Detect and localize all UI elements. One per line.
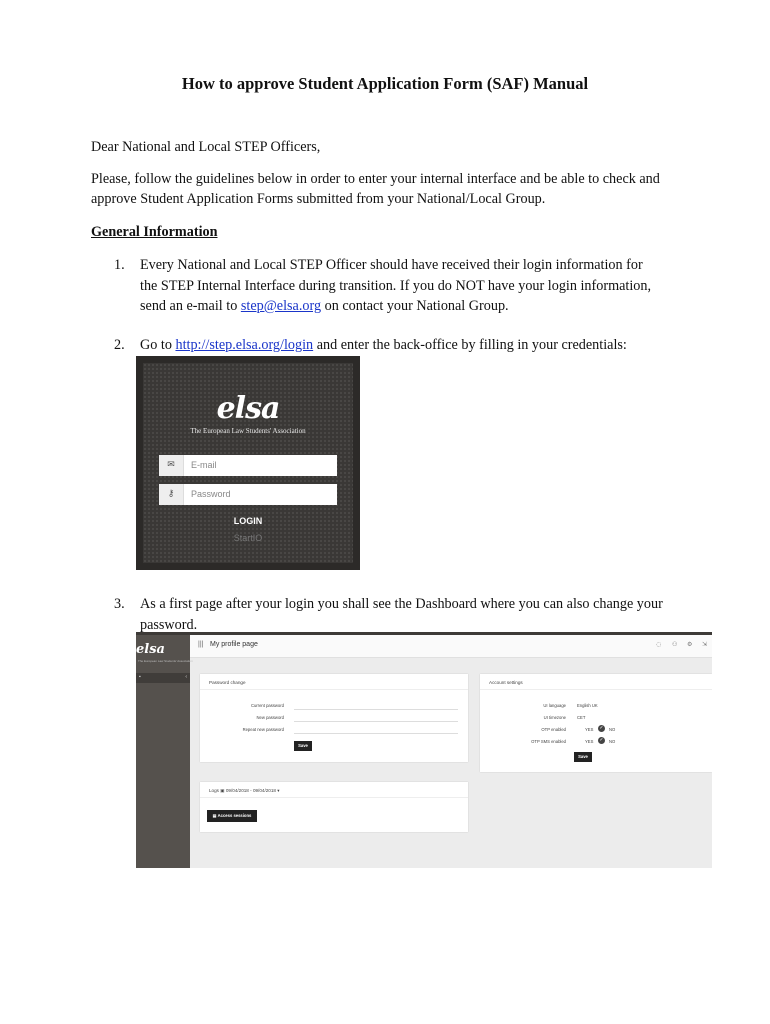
document-icon: ▤ bbox=[212, 813, 217, 818]
ui-language-select[interactable]: English UK bbox=[577, 703, 598, 708]
new-password-input[interactable] bbox=[294, 713, 458, 722]
settings-icon[interactable]: ⚙ bbox=[687, 641, 693, 648]
list-line: As a first page after your login you shall see the Dashboard where you can also change your bbox=[140, 596, 663, 612]
logout-icon[interactable]: ⇲ bbox=[702, 641, 708, 648]
password-field[interactable] bbox=[159, 484, 337, 505]
hamburger-icon[interactable]: ||| bbox=[198, 641, 204, 648]
logs-title: Logs bbox=[209, 788, 219, 793]
text-fragment: and enter the back-office by filling in your credentials: bbox=[313, 337, 627, 353]
otp-no-label: NO bbox=[609, 727, 616, 732]
login-url-link[interactable]: http://step.elsa.org/login bbox=[175, 337, 314, 353]
access-sessions-button[interactable] bbox=[207, 810, 257, 822]
otp-enabled-label: OTP enabled bbox=[541, 727, 566, 732]
dashboard-screenshot bbox=[136, 632, 712, 868]
login-button[interactable]: LOGIN bbox=[233, 516, 263, 526]
list-line bbox=[140, 296, 685, 317]
ui-language-label: UI language bbox=[543, 703, 566, 708]
text-fragment: on contact your National Group. bbox=[321, 298, 509, 314]
otp-sms-no-label: NO bbox=[609, 739, 616, 744]
otp-sms-toggle-check-icon[interactable]: ✓ bbox=[599, 737, 604, 743]
intro-line-2: approve Student Application Forms submitted from your National/Local Group. bbox=[91, 191, 546, 207]
email-placeholder: E-mail bbox=[191, 460, 217, 470]
chevron-left-icon: ‹ bbox=[185, 674, 187, 680]
otp-toggle-check-icon[interactable]: ✓ bbox=[599, 725, 604, 731]
list-text bbox=[140, 594, 685, 635]
user-icon[interactable]: ⚇ bbox=[672, 641, 678, 648]
calendar-icon: ▣ bbox=[220, 788, 225, 793]
intro-line-1: Please, follow the guidelines below in order to enter your internal interface and be able to check and bbox=[91, 171, 660, 187]
envelope-icon: ✉ bbox=[159, 455, 184, 476]
email-field[interactable] bbox=[159, 455, 337, 476]
sidebar bbox=[136, 635, 193, 868]
list-item bbox=[114, 255, 684, 317]
otp-sms-label: OTP SMS enabled bbox=[531, 739, 566, 744]
list-text bbox=[140, 255, 685, 317]
page-title: My profile page bbox=[210, 641, 258, 648]
sidebar-item-marker: ▪ bbox=[139, 674, 141, 680]
current-password-label: Current password bbox=[250, 703, 284, 708]
access-sessions-label: Access sessions bbox=[217, 813, 252, 818]
list-line: the STEP Internal Interface during transition. If you do NOT have your login information, bbox=[140, 277, 652, 294]
repeat-password-label: Repeat new password bbox=[242, 727, 284, 732]
sidebar-logo: elsa bbox=[136, 642, 165, 657]
account-settings-card bbox=[480, 674, 712, 772]
password-placeholder: Password bbox=[191, 489, 231, 499]
list-line: password. bbox=[140, 616, 198, 633]
save-password-button[interactable]: Save bbox=[294, 741, 312, 751]
card-title: Password change bbox=[209, 680, 246, 685]
greeting: Dear National and Local STEP Officers, bbox=[91, 139, 321, 155]
text-fragment: send an e-mail to bbox=[140, 298, 241, 314]
list-item bbox=[114, 594, 684, 636]
header-bar bbox=[190, 635, 712, 658]
logs-date-range[interactable]: 09/04/2018 - 09/04/2018 bbox=[225, 788, 276, 793]
list-number: 2. bbox=[114, 337, 125, 353]
list-number: 3. bbox=[114, 596, 125, 612]
save-settings-button[interactable]: Save bbox=[574, 752, 592, 762]
list-number: 1. bbox=[114, 257, 125, 273]
list-text bbox=[140, 335, 685, 356]
list-item bbox=[114, 335, 684, 356]
key-icon: ⚷ bbox=[159, 484, 184, 505]
sidebar-logo-tagline: The European Law Students' Association bbox=[138, 659, 193, 663]
login-subtext: StartIO bbox=[233, 533, 263, 543]
ui-timezone-label: UI timezone bbox=[543, 715, 566, 720]
card-divider bbox=[200, 797, 468, 798]
email-link[interactable]: step@elsa.org bbox=[240, 298, 322, 314]
sidebar-item[interactable] bbox=[136, 673, 190, 683]
text-fragment: Go to bbox=[140, 337, 176, 353]
chat-icon[interactable]: ◌ bbox=[656, 641, 662, 648]
card-title: Account settings bbox=[489, 680, 523, 685]
document-title: How to approve Student Application Form (SAF) Manual bbox=[181, 74, 589, 93]
list-line: Every National and Local STEP Officer should have received their login information for bbox=[140, 257, 643, 273]
caret-down-icon: ▾ bbox=[277, 788, 280, 793]
ui-timezone-select[interactable]: CET bbox=[577, 715, 586, 720]
otp-sms-yes-label: YES bbox=[585, 739, 594, 744]
card-divider bbox=[480, 689, 712, 690]
password-change-card bbox=[200, 674, 468, 762]
logo-tagline: The European Law Students' Association bbox=[190, 427, 306, 435]
section-heading: General Information bbox=[91, 224, 218, 240]
logs-header bbox=[209, 788, 280, 794]
elsa-logo: elsa bbox=[216, 391, 280, 426]
card-divider bbox=[200, 689, 468, 690]
repeat-password-input[interactable] bbox=[294, 725, 458, 734]
logs-card bbox=[200, 782, 468, 832]
current-password-input[interactable] bbox=[294, 701, 458, 710]
otp-yes-label: YES bbox=[585, 727, 594, 732]
login-screenshot bbox=[136, 356, 360, 570]
new-password-label: New password bbox=[256, 715, 284, 720]
